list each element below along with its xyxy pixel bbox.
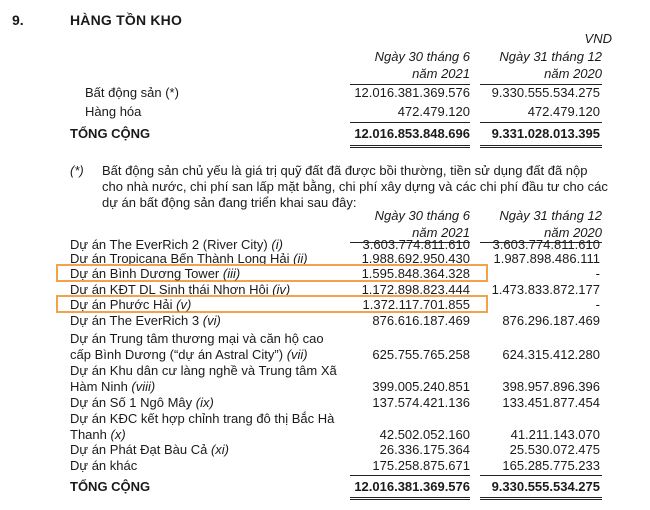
detail-row-ref: (v) (176, 297, 192, 312)
section-number: 9. (12, 12, 24, 28)
section-title: HÀNG TỒN KHO (70, 12, 183, 28)
detail-col2-header-line2: năm 2020 (544, 225, 602, 240)
summary-row-label (85, 85, 179, 100)
detail-row-ref: (xi) (210, 442, 230, 457)
detail-row-label (70, 313, 221, 328)
detail-row-label-text: Dự án Phát Đạt Bàu Cả (70, 442, 208, 457)
detail-row-v1: 175.258.875.671 (372, 458, 470, 473)
detail-row-v1: 3.603.774.811.610 (362, 237, 470, 252)
summary-col2-header-line1: Ngày 31 tháng 12 (499, 49, 602, 64)
note-line: cho nhà nước, chi phí san lấp mặt bằng, chi phí xây dựng và các chi phí đầu tư cho các (102, 179, 608, 194)
detail-row-ref: (iv) (272, 282, 291, 297)
detail-row-label (70, 237, 283, 252)
detail-row-ref: (viii) (131, 379, 156, 394)
detail-row-label: Dự án khác (70, 458, 138, 473)
summary-col1-header (340, 48, 470, 82)
detail-row-v2: 133.451.877.454 (502, 395, 600, 410)
detail-total-v2: 9.330.555.534.275 (491, 479, 600, 494)
detail-col1-header (340, 207, 470, 241)
detail-row-label (70, 363, 337, 395)
detail-row-ref: (ix) (195, 395, 214, 410)
summary-row-v1: 472.479.120 (397, 104, 470, 119)
summary-total-double-rule (480, 145, 602, 148)
detail-row-v2: 41.211.143.070 (510, 427, 600, 442)
summary-row-v2: 9.330.555.534.275 (491, 85, 600, 100)
detail-row-v2: 876.296.187.469 (502, 313, 600, 328)
summary-col1-header-line2: năm 2021 (412, 66, 470, 81)
detail-row-v2: 1.987.898.486.111 (493, 251, 600, 266)
detail-col1-header-line2: năm 2021 (412, 225, 470, 240)
detail-total-label: TỔNG CỘNG (70, 479, 151, 494)
detail-row-label (70, 411, 334, 443)
detail-row-label-line: Dự án Khu dân cư làng nghề và Trung tâm Xã (70, 363, 337, 378)
summary-row-v2: 472.479.120 (527, 104, 600, 119)
detail-row-ref: (vii) (286, 347, 308, 362)
detail-row-ref: (ii) (293, 251, 308, 266)
detail-row-v2: 1.473.833.872.177 (491, 282, 600, 297)
detail-row-label-line: Thanh (70, 427, 107, 442)
detail-row-label-text: Dự án KĐT DL Sinh thái Nhơn Hội (70, 282, 269, 297)
summary-row-label: Hàng hóa (85, 104, 142, 119)
detail-row-v1: 1.172.898.823.444 (361, 282, 470, 297)
detail-row-v1: 625.755.765.258 (372, 347, 470, 362)
detail-row-label-line: Dự án Trung tâm thương mại và căn hộ cao (70, 331, 324, 346)
detail-total-top-rule (480, 475, 602, 476)
detail-row-v1: 876.616.187.469 (372, 313, 470, 328)
summary-col1-header-line1: Ngày 30 tháng 6 (374, 49, 470, 64)
detail-row-ref: (vi) (202, 313, 221, 328)
summary-total-label: TỔNG CỘNG (70, 126, 151, 141)
detail-total-double-rule (480, 497, 602, 500)
note-line: dự án bất động sản đang triển khai sau đây: (102, 195, 357, 210)
note-line: Bất động sản chủ yếu là giá trị quỹ đất đã được bồi thường, tiền sử dụng đất đã nộp (102, 163, 588, 178)
detail-row-v1: 137.574.421.136 (372, 395, 470, 410)
detail-row-v1: 1.372.117.701.855 (362, 297, 470, 312)
detail-row-label-line: cấp Bình Dương (“dự án Astral City”) (70, 347, 284, 362)
detail-row-label-text: Dự án Tropicana Bến Thành Long Hải (70, 251, 290, 266)
summary-total-v1: 12.016.853.848.696 (354, 126, 470, 141)
summary-row-v1: 12.016.381.369.576 (354, 85, 470, 100)
currency-label: VND (584, 31, 612, 46)
detail-total-v1: 12.016.381.369.576 (354, 479, 470, 494)
detail-row-v1: 1.595.848.364.328 (361, 266, 470, 281)
detail-col2-header-line1: Ngày 31 tháng 12 (499, 208, 602, 223)
detail-row-ref: (x) (110, 427, 126, 442)
summary-total-double-rule (350, 145, 470, 148)
detail-total-top-rule (350, 475, 470, 476)
detail-row-v2: - (595, 297, 600, 312)
detail-row-v1: 399.005.240.851 (372, 379, 470, 394)
summary-col2-header (472, 48, 602, 82)
detail-row-v1: 1.988.692.950.430 (361, 251, 470, 266)
summary-total-top-rule (350, 122, 470, 123)
detail-row-v2: 3.603.774.811.610 (492, 237, 600, 252)
detail-row-v2: 25.530.072.475 (509, 442, 600, 457)
detail-row-label-line: Hàm Ninh (70, 379, 128, 394)
detail-row-label (70, 266, 240, 281)
note-paragraph (102, 163, 622, 211)
detail-row-ref: (iii) (222, 266, 241, 281)
summary-total-v2: 9.331.028.013.395 (491, 126, 600, 141)
detail-row-label-text: Dự án Số 1 Ngô Mây (70, 395, 193, 410)
summary-row-label-text: Bất động sản (*) (85, 85, 179, 100)
summary-col2-header-line2: năm 2020 (544, 66, 602, 81)
detail-col1-header-line1: Ngày 30 tháng 6 (374, 208, 470, 223)
detail-col2-header (472, 207, 602, 241)
detail-row-v2: 624.315.412.280 (502, 347, 600, 362)
detail-row-v2: - (595, 266, 600, 281)
detail-row-label-line: Dự án KĐC kết hợp chỉnh trang đô thị Bắc Hà (70, 411, 335, 426)
detail-row-label-text: Dự án The EverRich 2 (River City) (70, 237, 268, 252)
summary-total-top-rule (480, 122, 602, 123)
detail-row-v2: 165.285.775.233 (502, 458, 600, 473)
detail-row-label-text: Dự án Bình Dương Tower (70, 266, 220, 281)
detail-row-label (70, 297, 191, 312)
detail-row-label-text: Dự án The EverRich 3 (70, 313, 200, 328)
detail-row-label (70, 442, 229, 457)
detail-row-label (70, 395, 214, 410)
detail-row-v1: 26.336.175.364 (379, 442, 470, 457)
note-marker: (*) (70, 163, 84, 178)
detail-total-double-rule (350, 497, 470, 500)
detail-row-label (70, 331, 324, 363)
detail-row-v1: 42.502.052.160 (379, 427, 470, 442)
detail-row-v2: 398.957.896.396 (502, 379, 600, 394)
detail-row-ref: (i) (271, 237, 283, 252)
detail-row-label-text: Dự án Phước Hải (70, 297, 173, 312)
